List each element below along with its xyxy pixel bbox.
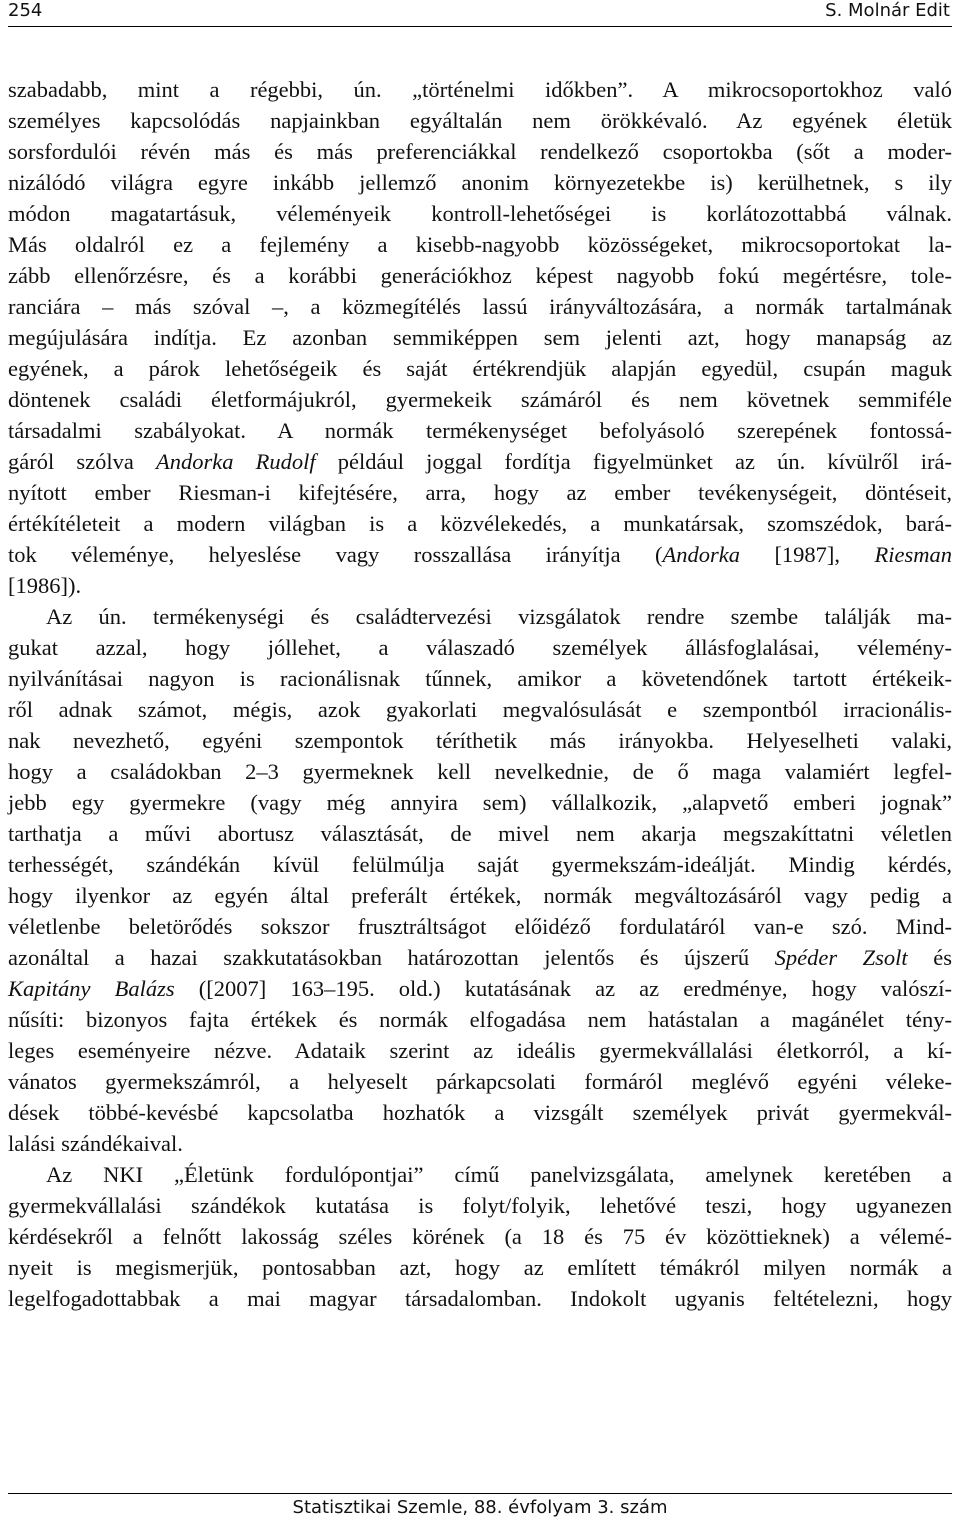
text-run: Az ún. termékenységi és családtervezési vizsgálatok rendre szembe találják ma-: [46, 604, 952, 629]
text-line: [8, 1004, 952, 1035]
text-line: [8, 725, 952, 756]
text-run: vánatos gyermekszámról, a helyeselt párkapcsolati formáról meglévő egyéni véleke-: [8, 1069, 952, 1094]
text-line: [8, 942, 952, 973]
text-run: döntenek családi életformájukról, gyermekeik számáról és nem követnek semmiféle: [8, 387, 952, 412]
text-line: [8, 198, 952, 229]
text-run: hogy a családokban 2–3 gyermeknek kell nevelkednie, de ő maga valamiért legfel-: [8, 759, 952, 784]
text-line: [8, 105, 952, 136]
italic-name: Spéder Zsolt: [774, 945, 908, 970]
text-run: ről adnak számot, mégis, azok gyakorlati megvalósulását e szempontból irracionális-: [8, 697, 952, 722]
text-run: dések többé-kevésbé kapcsolatba hozhatók a vizsgált személyek privát gyermekvál-: [8, 1100, 952, 1125]
text-line: [8, 229, 952, 260]
text-run: Más oldalról ez a fejlemény a kisebb-nagyobb közösségeket, mikrocsoportokat la-: [8, 232, 952, 257]
text-run: jebb egy gyermekre (vagy még annyira sem) vállalkozik, „alapvető emberi jognak”: [8, 790, 952, 815]
page-footer: [8, 1493, 952, 1518]
text-line: [8, 136, 952, 167]
text-run: azonáltal a hazai szakkutatásokban határozottan jelentős és újszerű: [8, 945, 775, 970]
text-run: kérdésekről a felnőtt lakosság széles körének (a 18 és 75 év közöttieknek) a vélemé-: [8, 1224, 952, 1249]
page-header: [8, 0, 952, 27]
text-run: nyeit is megismerjük, pontosabban azt, hogy az említett témákról milyen normák a: [8, 1255, 952, 1280]
text-line: [8, 1252, 952, 1283]
text-line: [8, 570, 952, 601]
text-line: [8, 632, 952, 663]
text-line: [8, 415, 952, 446]
text-line: [8, 539, 952, 570]
text-run: és: [907, 945, 952, 970]
text-line: [8, 973, 952, 1004]
text-run: társadalmi szabályokat. A normák termékenységet befolyásoló szerepének fontossá-: [8, 418, 952, 443]
text-line: [8, 291, 952, 322]
text-run: tarthatja a művi abortusz választását, de mivel nem akarja megszakíttatni véletlen: [8, 821, 952, 846]
text-line: [8, 849, 952, 880]
text-run: gukat azzal, hogy jóllehet, a válaszadó személyek állásfoglalásai, vélemény-: [8, 635, 952, 660]
text-run: módon magatartásuk, véleményeik kontroll-lehetőségei is korlátozottabbá válnak.: [8, 201, 952, 226]
text-run: sorsfordulói révén más és más preferenciákkal rendelkező csoportokba (sőt a moder-: [8, 139, 952, 164]
text-line: [8, 911, 952, 942]
text-line: [8, 1190, 952, 1221]
text-line: [8, 74, 952, 105]
text-line: [8, 167, 952, 198]
text-run: értékítéleteit a modern világban is a közvélekedés, a munkatársak, szomszédok, bará-: [8, 511, 952, 536]
text-line: [8, 694, 952, 725]
text-line: [8, 1221, 952, 1252]
text-run: terhességét, szándékán kívül felülmúlja saját gyermekszám-ideálját. Mindig kérdés,: [8, 852, 952, 877]
text-line: [8, 477, 952, 508]
text-line: [8, 1128, 952, 1159]
text-run: gáról szólva: [8, 449, 156, 474]
italic-name: Riesman: [874, 542, 952, 567]
text-line: [8, 353, 952, 384]
text-line: [8, 787, 952, 818]
text-run: például joggal fordítja figyelmünket az ún. kívülről irá-: [315, 449, 952, 474]
text-line: [8, 1097, 952, 1128]
italic-name: Andorka Rudolf: [156, 449, 316, 474]
text-run: nak nevezhető, egyéni szempontok téríthetik más irányokba. Helyeselheti valaki,: [8, 728, 952, 753]
text-line: [8, 322, 952, 353]
text-run: hogy ilyenkor az egyén által preferált értékek, normák megváltozásáról vagy pedig a: [8, 883, 952, 908]
text-line: [8, 663, 952, 694]
text-run: nűsíti: bizonyos fajta értékek és normák elfogadása nem hatástalan a magánélet tény-: [8, 1007, 952, 1032]
text-line: [8, 508, 952, 539]
text-line: [8, 1066, 952, 1097]
text-run: véletlenbe beletörődés sokszor frusztráltságot előidéző fordulatáról van-e szó. Mind-: [8, 914, 952, 939]
text-line: [8, 818, 952, 849]
italic-name: Andorka: [662, 542, 741, 567]
text-line: [8, 384, 952, 415]
text-run: ranciára – más szóval –, a közmegítélés lassú irányváltozására, a normák tartalmának: [8, 294, 952, 319]
text-run: személyes kapcsolódás napjainkban egyáltalán nem örökkévaló. Az egyének életük: [8, 108, 952, 133]
running-title: S. Molnár Edit: [825, 0, 950, 21]
text-run: Az NKI „Életünk fordulópontjai” című panelvizsgálata, amelynek keretében a: [46, 1162, 952, 1187]
text-line: [8, 1035, 952, 1066]
journal-title: Statisztikai Szemle, 88. évfolyam 3. szám: [292, 1497, 668, 1518]
text-run: leges eseményeire nézve. Adataik szerint az ideális gyermekvállalási életkorról, a kí-: [8, 1038, 952, 1063]
text-run: megújulására indítja. Ez azonban semmiképpen sem jelenti azt, hogy manapság az: [8, 325, 952, 350]
text-run: [1987],: [740, 542, 875, 567]
text-line: [8, 1159, 952, 1190]
text-line: [8, 601, 952, 632]
text-line: [8, 1283, 952, 1314]
text-run: gyermekvállalási szándékok kutatása is folyt/folyik, lehetővé teszi, hogy ugyanezen: [8, 1193, 952, 1218]
italic-name: Kapitány Balázs: [8, 976, 175, 1001]
text-run: tok véleménye, helyeslése vagy rosszallása irányítja (: [8, 542, 663, 567]
text-run: szabadabb, mint a régebbi, ún. „történelmi időkben”. A mikrocsoportokhoz való: [8, 77, 952, 102]
text-run: nizálódó világra egyre inkább jellemző anonim környezetekbe is) kerülhetnek, s ily: [8, 170, 952, 195]
text-line: [8, 446, 952, 477]
page-number: 254: [8, 0, 43, 21]
text-run: nyilvánításai nagyon is racionálisnak tűnnek, amikor a követendőnek tartott értékeik-: [8, 666, 952, 691]
text-run: ([2007] 163–195. old.) kutatásának az az eredménye, hogy valószí-: [174, 976, 952, 1001]
text-line: [8, 880, 952, 911]
text-run: zább ellenőrzésre, és a korábbi generációkhoz képest nagyobb fokú megértésre, tole-: [8, 263, 952, 288]
text-run: egyének, a párok lehetőségeik és saját értékrendjük alapján egyedül, csupán maguk: [8, 356, 952, 381]
body-text: [8, 74, 952, 1314]
text-run: [1986]).: [8, 573, 82, 598]
text-line: [8, 756, 952, 787]
text-line: [8, 260, 952, 291]
text-run: nyított ember Riesman-i kifejtésére, arra, hogy az ember tevékenységeit, döntéseit,: [8, 480, 952, 505]
text-run: legelfogadottabbak a mai magyar társadalomban. Indokolt ugyanis feltételezni, hogy: [8, 1286, 952, 1311]
text-run: lalási szándékaival.: [8, 1131, 183, 1156]
